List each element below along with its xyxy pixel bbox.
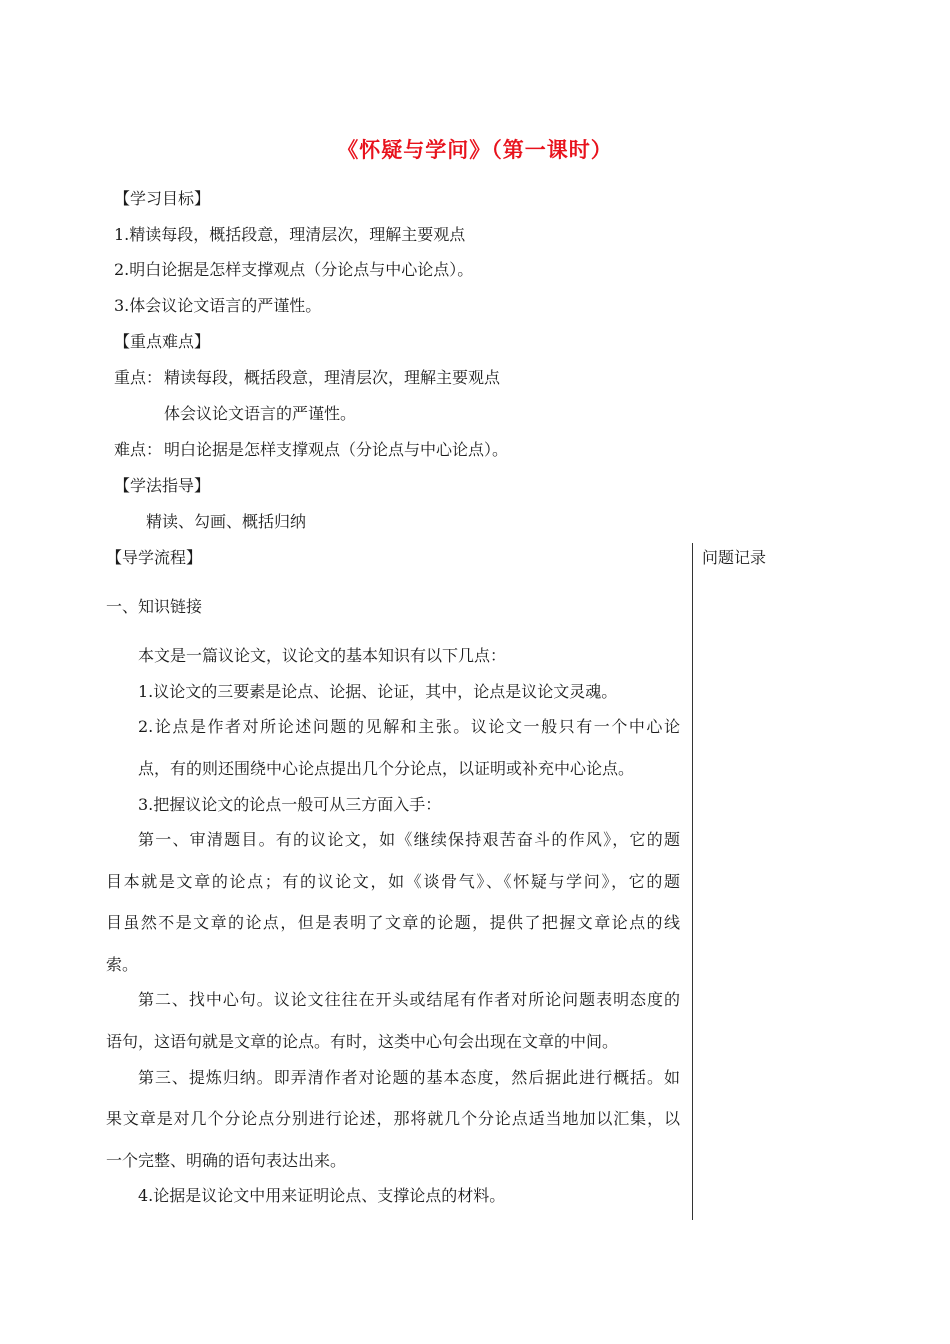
- paragraph-line: 4.论据是议论文中用来证明论点、支撑论点的材料。: [138, 1186, 506, 1205]
- paragraph-line: 第三、提炼归纳。即弄清作者对论题的基本态度，然后据此进行概括。如: [138, 1068, 680, 1087]
- goal-item-2: 2.明白论据是怎样支撑观点（分论点与中心论点）。: [114, 260, 474, 279]
- paragraph-line: 1.议论文的三要素是论点、论据、论证，其中，论点是议论文灵魂。: [138, 682, 618, 701]
- paragraph-line: 第二、找中心句。议论文往往在开头或结尾有作者对所论问题表明态度的: [138, 990, 680, 1009]
- key-line-1: 精读每段，概括段意，理清层次，理解主要观点: [164, 368, 501, 387]
- document-title: 《怀疑与学问》（第一课时）: [337, 137, 613, 162]
- process-heading: 【导学流程】: [106, 548, 203, 567]
- method-text: 精读、勾画、概括归纳: [146, 512, 307, 531]
- method-heading: 【学法指导】: [114, 476, 211, 495]
- paragraph-line: 目本就是文章的论点；有的议论文，如《谈骨气》、《怀疑与学问》，它的题: [106, 872, 680, 891]
- paragraph-line: 本文是一篇议论文，议论文的基本知识有以下几点：: [138, 646, 507, 665]
- paragraph-line: 第一、审清题目。有的议论文，如《继续保持艰苦奋斗的作风》，它的题: [138, 830, 680, 849]
- goal-item-1: 1.精读每段，概括段意，理清层次，理解主要观点: [114, 225, 466, 244]
- key-label: 重点：: [114, 368, 163, 387]
- paragraph-line: 语句，这语句就是文章的论点。有时，这类中心句会出现在文章的中间。: [106, 1032, 619, 1051]
- paragraph-line: 2.论点是作者对所论述问题的见解和主张。议论文一般只有一个中心论: [138, 717, 680, 736]
- section-knowledge-link: 一、知识链接: [106, 597, 203, 616]
- difficult-text: 明白论据是怎样支撑观点（分论点与中心论点）。: [164, 440, 509, 459]
- goal-item-3: 3.体会议论文语言的严谨性。: [114, 296, 322, 315]
- paragraph-line: 果文章是对几个分论点分别进行论述，那将就几个分论点适当地加以汇集，以: [106, 1109, 680, 1128]
- paragraph-line: 3.把握议论文的论点一般可从三方面入手：: [138, 795, 442, 814]
- column-divider: [692, 543, 693, 1220]
- paragraph-line: 目虽然不是文章的论点，但是表明了文章的论题，提供了把握文章论点的线: [106, 913, 680, 932]
- difficult-label: 难点：: [114, 440, 163, 459]
- key-line-2: 体会议论文语言的严谨性。: [164, 404, 357, 423]
- paragraph-line: 一个完整、明确的语句表达出来。: [106, 1151, 347, 1170]
- paragraph-line: 点，有的则还围绕中心论点提出几个分论点，以证明或补充中心论点。: [138, 759, 635, 778]
- key-points-heading: 【重点难点】: [114, 332, 211, 351]
- notes-column-heading: 问题记录: [702, 548, 767, 567]
- goals-heading: 【学习目标】: [114, 189, 211, 208]
- paragraph-line: 索。: [106, 955, 139, 974]
